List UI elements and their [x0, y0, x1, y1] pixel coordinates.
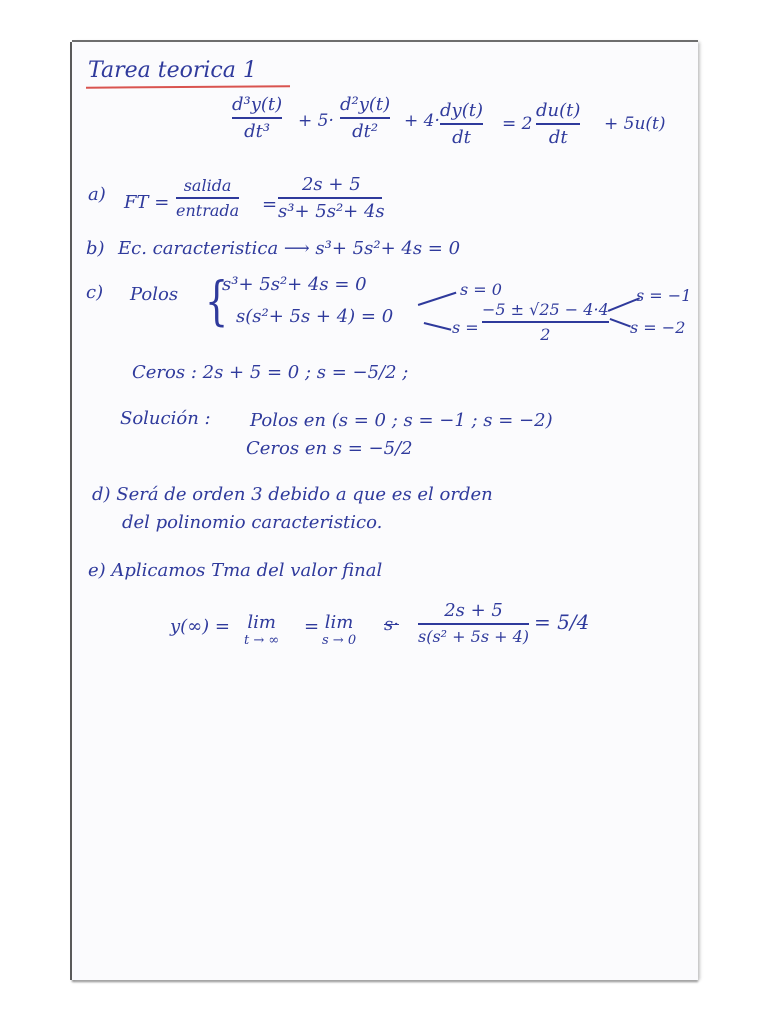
characteristic-equation: Ec. caracteristica ⟶ s³+ 5s²+ 4s = 0	[118, 238, 461, 259]
polos-label: Polos	[130, 284, 179, 305]
ft-num-salida: salida	[183, 176, 232, 195]
lim-s-sub: s → 0	[322, 633, 357, 648]
final-num: 2s + 5	[444, 600, 503, 621]
ft-label: FT =	[124, 192, 170, 213]
eq-t2-den: dt²	[352, 120, 379, 142]
quadratic-den: 2	[540, 324, 551, 344]
ft-den-entrada: entrada	[176, 200, 240, 220]
lim-s-text: lim	[324, 612, 354, 633]
system-brace: {	[204, 272, 229, 332]
lim-t-sub: t → ∞	[244, 633, 280, 648]
answer-e-line1: e) Aplicamos Tma del valor final	[88, 560, 383, 581]
label-c: c)	[86, 282, 104, 303]
ft-num: 2s + 5	[301, 174, 361, 195]
quadratic-formula	[482, 300, 609, 344]
polos-eq2: s(s²+ 5s + 4) = 0	[236, 306, 394, 327]
eq-equals-2: = 2	[502, 114, 533, 134]
ft-transfer-function	[278, 174, 385, 222]
y-infinity: y(∞) =	[170, 616, 231, 637]
limit-equals: =	[304, 616, 320, 637]
root-r1: s = −1	[636, 286, 692, 305]
root-s0: s = 0	[460, 280, 502, 299]
label-b: b)	[86, 238, 105, 259]
eq-term-du	[536, 100, 580, 148]
final-value-fraction	[418, 600, 529, 646]
eq-plus-5: + 5·	[298, 111, 334, 131]
eq-plus-4: + 4·	[404, 111, 440, 131]
solucion-label: Solución :	[120, 408, 211, 429]
polos-eq1: s³+ 5s²+ 4s = 0	[222, 274, 367, 295]
quadratic-s-equals: s =	[452, 318, 479, 337]
final-den: s(s² + 5s + 4)	[418, 626, 530, 646]
label-a: a)	[88, 184, 106, 205]
ft-equals: =	[262, 194, 278, 215]
eq-t4-num: du(t)	[536, 100, 581, 121]
eq-t1-num: d³y(t)	[232, 94, 283, 115]
ft-den: s³+ 5s²+ 4s	[278, 200, 385, 222]
eq-term-first-derivative	[440, 100, 483, 148]
eq-term-third-derivative	[232, 94, 282, 142]
quadratic-num: −5 ± √25 − 4·4	[482, 300, 609, 319]
answer-d-line2: del polinomio caracteristico.	[122, 512, 383, 533]
limit-s	[322, 612, 356, 648]
root-r2: s = −2	[630, 318, 686, 337]
solucion-polos: Polos en (s = 0 ; s = −1 ; s = −2)	[250, 410, 553, 431]
paper-sheet	[72, 42, 698, 980]
solucion-ceros: Ceros en s = −5/2	[246, 438, 413, 459]
eq-t3-den: dt	[452, 126, 471, 148]
page-title: Tarea teorica 1	[88, 58, 257, 83]
cancelled-s: s·	[384, 614, 399, 635]
final-result: = 5/4	[534, 610, 590, 634]
lim-t-text: lim	[247, 612, 276, 633]
answer-d-line1: d) Será de orden 3 debido a que es el orden	[92, 484, 493, 505]
eq-t4-den: dt	[548, 126, 568, 148]
limit-t	[244, 612, 279, 648]
eq-t3-num: dy(t)	[440, 100, 483, 121]
eq-term-second-derivative	[340, 94, 390, 142]
ceros-line: Ceros : 2s + 5 = 0 ; s = −5/2 ;	[132, 362, 409, 383]
eq-t2-num: d²y(t)	[340, 94, 391, 115]
eq-t1-den: dt³	[244, 120, 271, 142]
ft-salida-entrada	[176, 176, 239, 220]
eq-tail: + 5u(t)	[604, 114, 666, 134]
